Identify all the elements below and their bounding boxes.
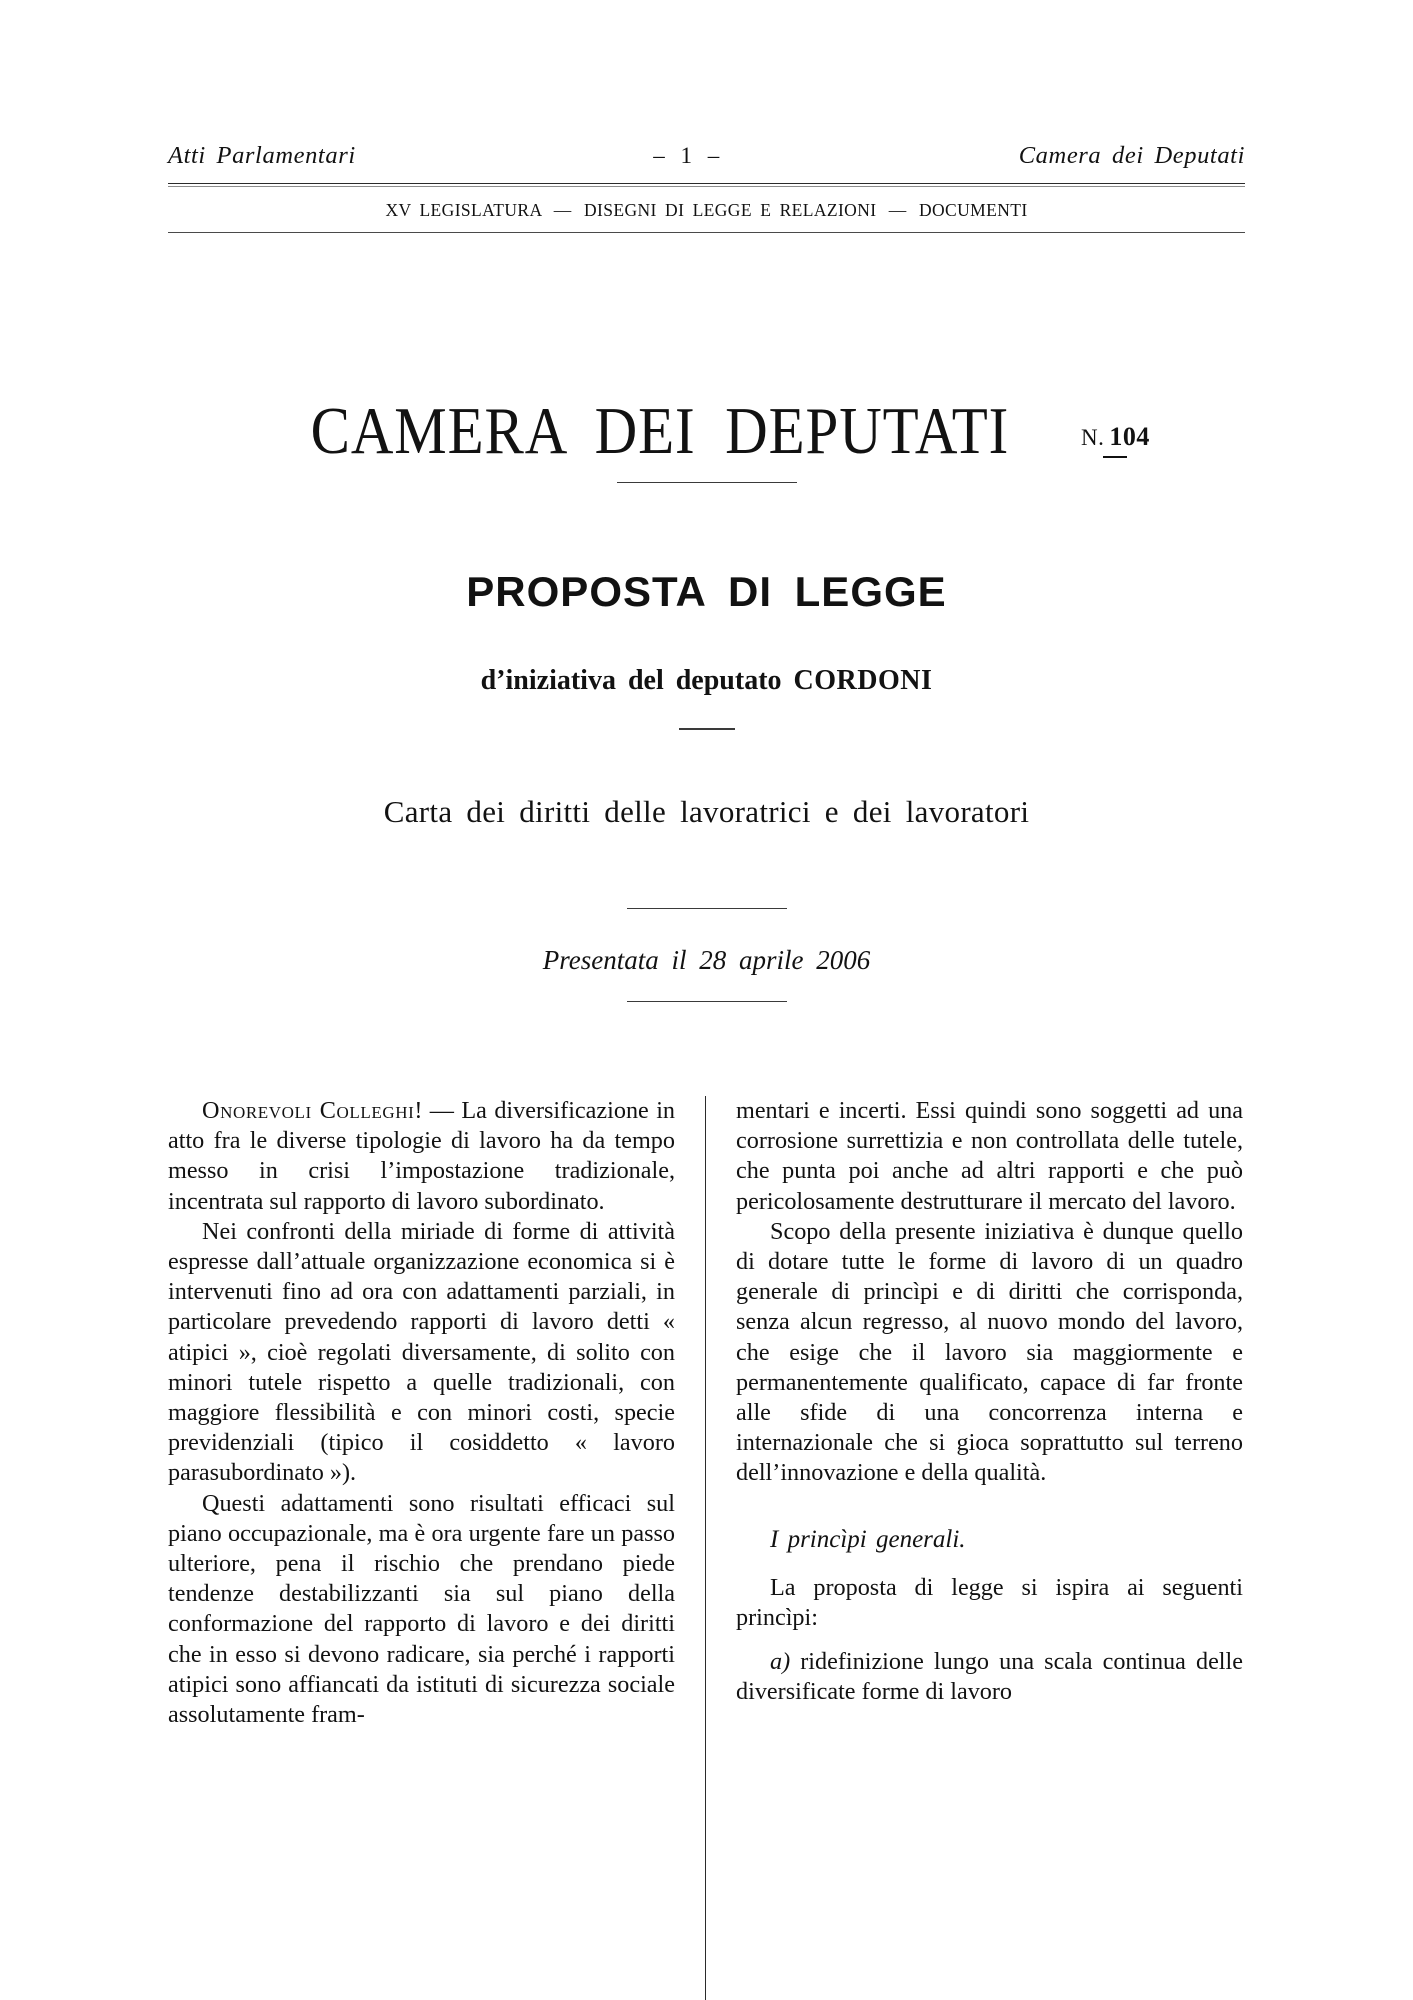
masthead-underline-rule xyxy=(617,482,797,483)
legislature-separator-1: — xyxy=(553,200,572,220)
body-columns xyxy=(168,1096,1245,2000)
document-number-value: 104 xyxy=(1109,422,1150,451)
initiative-underline-rule xyxy=(679,728,735,730)
legislature-part-2: DISEGNI DI LEGGE E RELAZIONI xyxy=(583,200,877,220)
document-subject: Carta dei diritti delle lavoratrici e dei lavoratori xyxy=(383,794,1030,829)
left-column xyxy=(168,1096,705,2000)
paragraph-salutation xyxy=(168,1096,675,1217)
salutation-rest: ! — La diversificazione in atto fra le diverse tipologie di lavoro ha da tempo messo in crisi l’impostazione tradizionale, incentrata sul rapporto di lavoro subordinato. xyxy=(168,1097,676,1215)
masthead-title: CAMERA DEI DEPUTATI xyxy=(310,394,1010,468)
salutation-smallcaps: Onorevoli Colleghi xyxy=(202,1097,415,1124)
legislature-separator-2: — xyxy=(888,200,907,220)
list-item-a-label: a) xyxy=(770,1648,791,1676)
document-number xyxy=(1081,422,1150,458)
legislature-label: XV LEGISLATURA xyxy=(385,200,542,220)
initiative-deputy-name: CORDONI xyxy=(793,665,933,696)
paragraph-right-1: mentari e incerti. Essi quindi sono soggetti ad una corrosione surrettizia e non controllata delle tutele, che punta poi anche ad altri rapporti e che può pericolosamente destrutturare il mercato del lavoro. xyxy=(736,1097,1243,1215)
legislature-part-3: DOCUMENTI xyxy=(918,200,1028,220)
document-number-label: N. xyxy=(1080,425,1105,450)
running-head-right: Camera dei Deputati xyxy=(1018,142,1245,169)
header-single-rule xyxy=(168,232,1245,233)
paragraph-left-2: Nei confronti della miriade di forme di attività espresse dall’attuale organizzazione economica si è intervenuti fino ad ora con adattamenti parziali, in particolare prevedendo rapporti di lavoro detti « atipici », cioè regolati diversamente, di solito con minori tutele rispetto a quelle tradizionali, con maggiore flessibilità e con minori costi, specie previdenziali (tipico il cosiddetto « lavoro parasubordinato »). xyxy=(168,1217,675,1487)
running-head-left: Atti Parlamentari xyxy=(168,142,356,169)
paragraph-right-2: Scopo della presente iniziativa è dunque quello di dotare tutte le forme di lavoro di un quadro generale di princìpi e di diritti che corrisponda, senza alcun regresso, al nuovo mondo del lavoro, che esige che il lavoro sia maggiormente e permanentemente qualificato, capace di far fronte alle sfide di una concorrenza interna e internazionale che si gioca soprattutto sul terreno dell’innovazione e della qualità. xyxy=(736,1217,1243,1487)
initiative-line xyxy=(168,665,1245,697)
page-number: – 1 – xyxy=(653,143,722,168)
presentation-date: Presentata il 28 aprile 2006 xyxy=(542,945,871,975)
legislature-line xyxy=(168,200,1245,221)
date-rule-below xyxy=(627,1001,787,1002)
paragraph-right-3: La proposta di legge si ispira ai seguenti princìpi: xyxy=(736,1573,1243,1632)
document-type-heading: PROPOSTA DI LEGGE xyxy=(466,568,947,615)
list-item-a xyxy=(736,1633,1243,1707)
right-column xyxy=(706,1096,1243,2000)
masthead xyxy=(168,394,1245,468)
running-head xyxy=(168,142,1245,170)
header-double-rule xyxy=(168,183,1245,187)
list-item-a-text: ridefinizione lungo una scala continua delle diversificate forme di lavoro xyxy=(736,1648,1243,1706)
initiative-prefix: d’iniziativa del deputato xyxy=(480,665,794,696)
paragraph-left-3: Questi adattamenti sono risultati efficaci sul piano occupazionale, ma è ora urgente fare un passo ulteriore, pena il rischio che prendano piede tendenze destabilizzanti sia sul piano della conformazione del rapporto di lavoro e dei diritti che in esso si devono radicare, sia perché i rapporti atipici sono affiancati da istituti di sicurezza sociale assolutamente fram- xyxy=(168,1489,675,1729)
document-number-dash xyxy=(1103,456,1127,458)
date-rule-above xyxy=(627,908,787,909)
section-heading-principi: I princìpi generali. xyxy=(770,1525,966,1553)
